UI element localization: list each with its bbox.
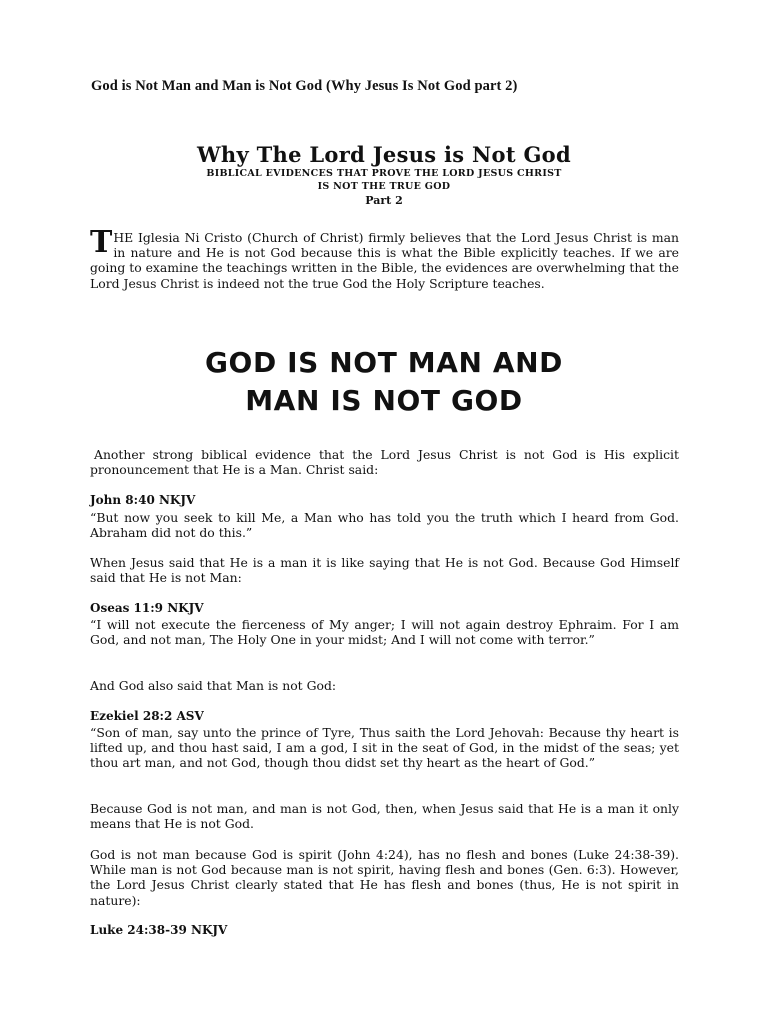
paragraph-4: Because God is not man, and man is not God, then, when Jesus said that He is a man it only means that He is not God. <box>90 801 679 832</box>
main-title: Why The Lord Jesus is Not God <box>197 142 571 167</box>
paragraph-5: God is not man because God is spirit (John 4:24), has no flesh and bones (Luke 24:38-39). While man is not God because man is not spirit, having flesh and bones (Gen. 6:3). However, the Lord Jesus Christ clearly stated that He has flesh and bones (thus, He is not spirit in nature): <box>90 847 679 908</box>
intro-text: HE Iglesia Ni Cristo (Church of Christ) firmly believes that the Lord Jesus Christ is man in nature and He is not God because this is what the Bible explicitly teaches. If we are going to examine the teachings written in the Bible, the evidences are overwhelming that the Lord Jesus Christ is indeed not the true God the Holy Scripture teaches. <box>90 230 679 291</box>
scripture-reference-1: John 8:40 NKJV <box>90 493 196 507</box>
intro-paragraph <box>90 225 679 291</box>
scripture-reference-2: Oseas 11:9 NKJV <box>90 601 204 615</box>
subtitle-line-1: BIBLICAL EVIDENCES THAT PROVE THE LORD JESUS CHRIST <box>206 168 562 179</box>
document-title: God is Not Man and Man is Not God (Why Jesus Is Not God part 2) <box>91 78 518 94</box>
section-heading-line-1: GOD IS NOT MAN AND <box>204 346 564 379</box>
scripture-quote-1: “But now you seek to kill Me, a Man who has told you the truth which I heard from God. Abraham did not do this.” <box>90 510 679 541</box>
scripture-quote-2: “I will not execute the fierceness of My anger; I will not again destroy Ephraim. For I am God, and not man, The Holy One in your midst; And I will not come with terror.” <box>90 617 679 648</box>
paragraph-3: And God also said that Man is not God: <box>90 678 337 693</box>
part-label: Part 2 <box>365 194 403 207</box>
scripture-reference-3: Ezekiel 28:2 ASV <box>90 709 204 723</box>
paragraph-1: Another strong biblical evidence that the Lord Jesus Christ is not God is His explicit pronouncement that He is a Man. Christ said: <box>90 447 679 478</box>
drop-cap: T <box>90 225 113 260</box>
scripture-quote-3: “Son of man, say unto the prince of Tyre, Thus saith the Lord Jehovah: Because thy heart is lifted up, and thou hast said, I am a god, I sit in the seat of God, in the midst of the seas; yet thou art man, and not God, though thou didst set thy heart as the heart of God.” <box>90 725 679 771</box>
scripture-reference-4: Luke 24:38-39 NKJV <box>90 923 228 937</box>
paragraph-2: When Jesus said that He is a man it is like saying that He is not God. Because God Himself said that He is not Man: <box>90 555 679 586</box>
subtitle-line-2: IS NOT THE TRUE GOD <box>317 181 451 192</box>
section-heading-line-2: MAN IS NOT GOD <box>245 384 523 417</box>
